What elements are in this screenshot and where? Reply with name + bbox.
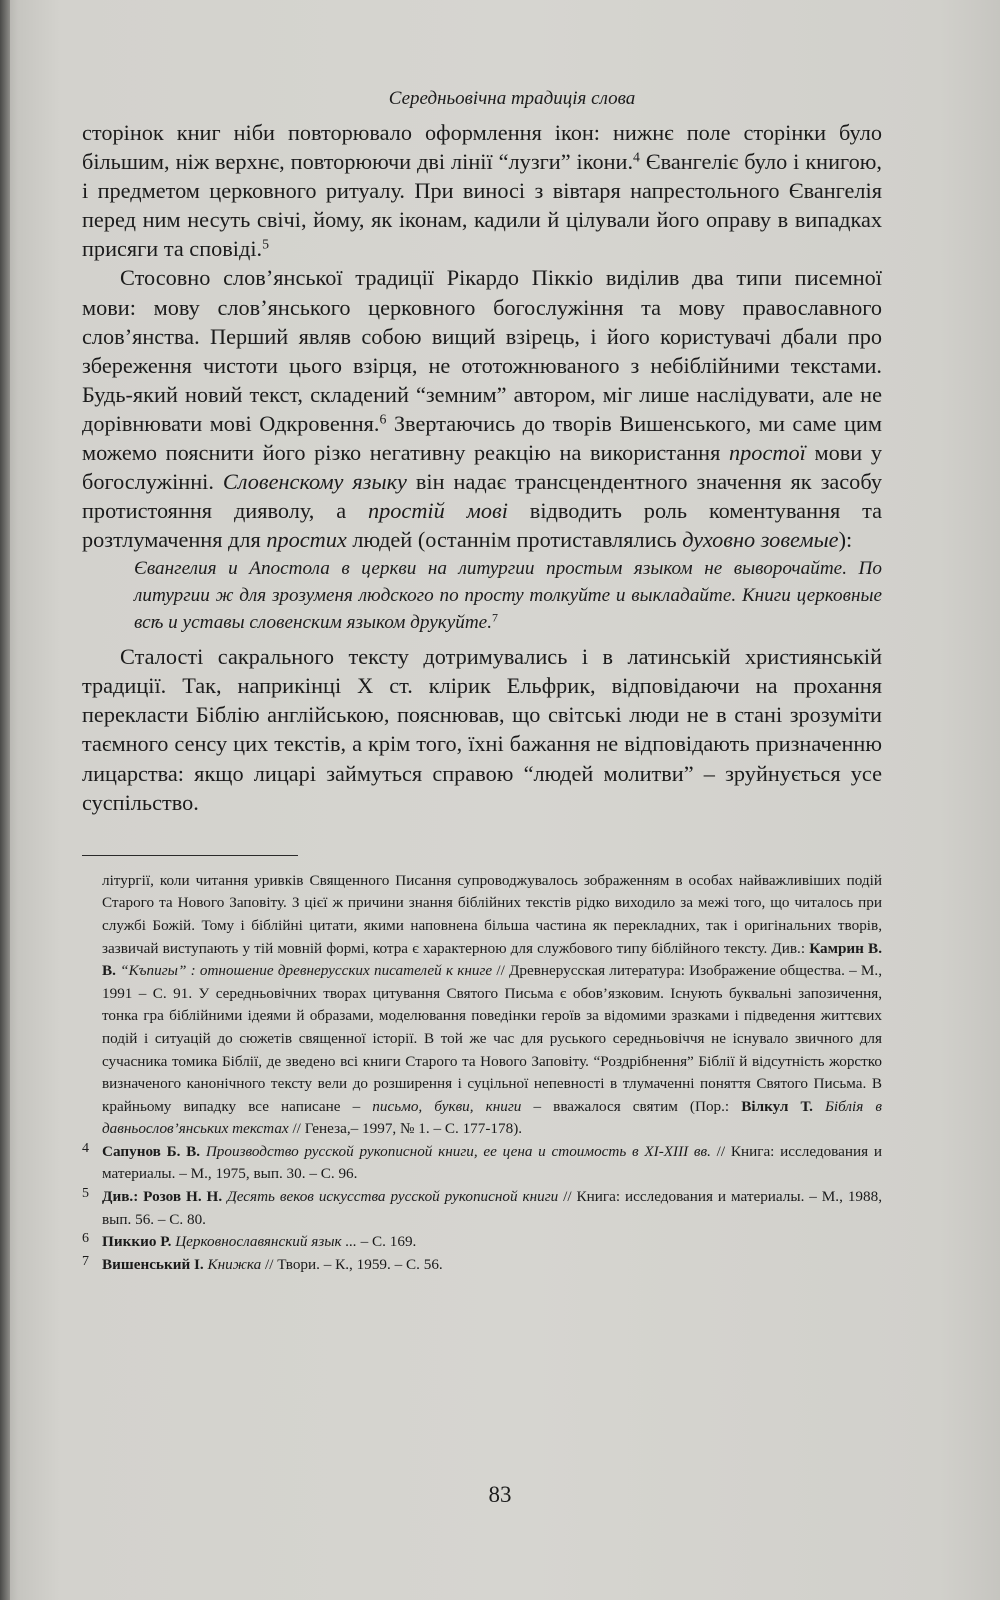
footnote-number: 7 <box>82 1253 89 1269</box>
footnote-5 <box>82 1186 882 1231</box>
footnote-number: 5 <box>82 1186 89 1202</box>
footnote-author: Сапунов Б. В. <box>102 1142 201 1160</box>
footnote-text: – вважалося святим (Пор.: <box>521 1097 742 1115</box>
footnotes <box>82 870 882 1277</box>
paragraph-text: ): <box>838 527 853 553</box>
paragraph-text: відводить роль коментування та розтлумачення для <box>82 498 882 553</box>
footnote-author: Див.: Розов Н. Н. <box>102 1188 223 1206</box>
paragraph-text: людей (останнім протиставлялись <box>346 527 683 553</box>
book-spine-shadow <box>0 0 10 1600</box>
footnote-4 <box>82 1141 882 1186</box>
running-head: Середньовічна традиція слова <box>388 88 636 109</box>
footnote-title: Книжка <box>207 1255 262 1273</box>
footnote-divider <box>82 855 298 856</box>
page-number: 83 <box>488 1482 512 1507</box>
paragraph-text: мови у богослужінні. <box>82 440 882 495</box>
footnote-ref[interactable]: 7 <box>492 610 498 625</box>
paragraph-text: сторінок книг ніби повторювало оформлення ікон: нижнє поле сторінки було більшим, ніж верхнє, повторюючи дві лінії “лузги” ікони. <box>82 120 882 175</box>
footnote-text: // Книга: исследования и материалы. – М., 1988, вып. 56. – С. 80. <box>102 1188 882 1228</box>
footnote-text: // Генеза,– 1997, № 1. – С. 177-178). <box>288 1120 523 1138</box>
footnote-text: // Древнерусская литература: Изображение общества. – М., 1991 – С. 91. У середньовічних творах цитування Святого Письма є обов’язковим. Існують буквальні запозичення, тонка гра біблійними ідеями й образами, моделювання поведінки героїв за відомими зразками і підведення життєвих подій і ситуацій до сюжетів священної історії. В той же час для руського середньовіччя не існувало звичного для сучасника томика Біблії, де зведено всі книги Старого та Нового Заповіту. “Роздрібнення” Біблії й відсутність жорстко визначеного канонічного тексту вели до розширення і суцільної непевності в тлумаченні поняття Святого Письма. В крайньому випадку все написане – <box>102 962 883 1115</box>
paragraph-3: Сталості сакрального тексту дотримувались і в латинській християнській традиції. Так, наприкінці X ст. клірик Ельфрик, відповідаючи на прохання перекласти Біблію англійською, пояснював, що світські люди не в стані зрозуміти таємного сенсу цих текстів, а крім того, їхні бажання не відповідають призначенню лицарства: якщо лицарі займуться справою “людей молитви” – зруйнується усе суспільство. <box>82 644 882 815</box>
footnote-author: Пиккио Р. <box>102 1233 172 1251</box>
footnote-title: Десять веков искусства русской рукописной книги <box>227 1188 559 1206</box>
footnote-text: – С. 169. <box>356 1233 417 1251</box>
paragraph-2 <box>82 263 882 554</box>
paragraph-1 <box>82 118 882 263</box>
italic-term: духовно зовемые <box>682 527 839 553</box>
paragraph-text: Звертаючись до творів Вишенського, ми саме цим можемо пояснити його різко негативну реакцію на використання <box>82 410 882 466</box>
footnote-title: Біблія в давньослов’янських текстах <box>102 1097 882 1138</box>
footnote-6 <box>82 1231 882 1254</box>
italic-term: простої <box>729 440 806 466</box>
footnote-ref[interactable]: 6 <box>379 411 387 427</box>
italic-term: простій мові <box>367 498 508 524</box>
paragraph-text: Євангеліє було і книгою, і предметом церковного ритуалу. При виносі з вівтаря напрестольного Євангелія перед ним несуть свічі, йому, як іконам, кадили й цілували його оправу в випадках присяги та сповіді. <box>82 149 882 262</box>
footnote-italic: письмо, букви, книги <box>372 1097 522 1115</box>
block-quote <box>134 556 882 636</box>
paragraph-text: Стосовно слов’янської традиції Рікардо Піккіо виділив два типи писемної мови: мову слов’янського церковного богослужіння та мову православного слов’янства. Перший являв собою вищий взірець, і його користувачі дбали про збереження чистоти цього взірця, не ототожнюваного з небіблійними текстами. Будь-який новий текст, складений “земним” автором, міг лише наслідувати, але не дорівнювати мові Одкровення. <box>82 265 882 436</box>
footnote-number: 6 <box>82 1231 89 1247</box>
footnote-ref[interactable]: 5 <box>262 236 270 252</box>
footnote-title: “Къпигы” : отношение древнерусских писателей к книге <box>120 962 493 980</box>
italic-term: Словенскому языку <box>222 469 407 495</box>
footnote-7 <box>82 1254 882 1277</box>
footnote-text: // Книга: исследования и материалы. – М., 1975, вып. 30. – С. 96. <box>102 1142 882 1183</box>
footnote-author: Вілкул Т. <box>741 1097 813 1115</box>
quote-text: Євангелия и Апостола в церкви на литургии простым языком не выворочайте. По литургии ж для зрозуменя людского по просту толкуйте и выкладайте. Книги церковные всѣ и уставы словенским языком друкуйте. <box>134 558 882 633</box>
paragraph-text: він надає трансцендентного значення як засобу протистояння дияволу, а <box>82 469 882 524</box>
italic-term: простих <box>266 527 347 553</box>
footnote-author: Вишенський І. <box>102 1255 204 1273</box>
footnote-author: Камрин В. В. <box>102 939 882 980</box>
footnote-title: Церковнославянский язык ... <box>175 1233 357 1251</box>
footnote-ref[interactable]: 4 <box>633 149 640 165</box>
footnote-text: літургії, коли читання уривків Священного Писання супроводжувалось зображенням в особах найважливіших подій Старого та Нового Заповіту. З цієї ж причини знання біблійних текстів рідко виходило за межі того, що читалось при службі Божій. Тому і біблійні цитати, якими наповнена більша частина як перекладних, так і оригінальних творів, зазвичай виступають у тій мовній формі, котра є характерною для службового типу біблійного тексту. Див.: <box>102 871 882 957</box>
footnote-text: // Твори. – К., 1959. – С. 56. <box>261 1255 443 1273</box>
page-content <box>82 86 882 1276</box>
footnote-title: Производство русской рукописной книги, ее цена и стоимость в XI-XIII вв. <box>205 1142 711 1160</box>
main-text <box>82 118 882 817</box>
footnote-continued <box>82 870 882 1141</box>
footnote-number: 4 <box>82 1140 89 1156</box>
